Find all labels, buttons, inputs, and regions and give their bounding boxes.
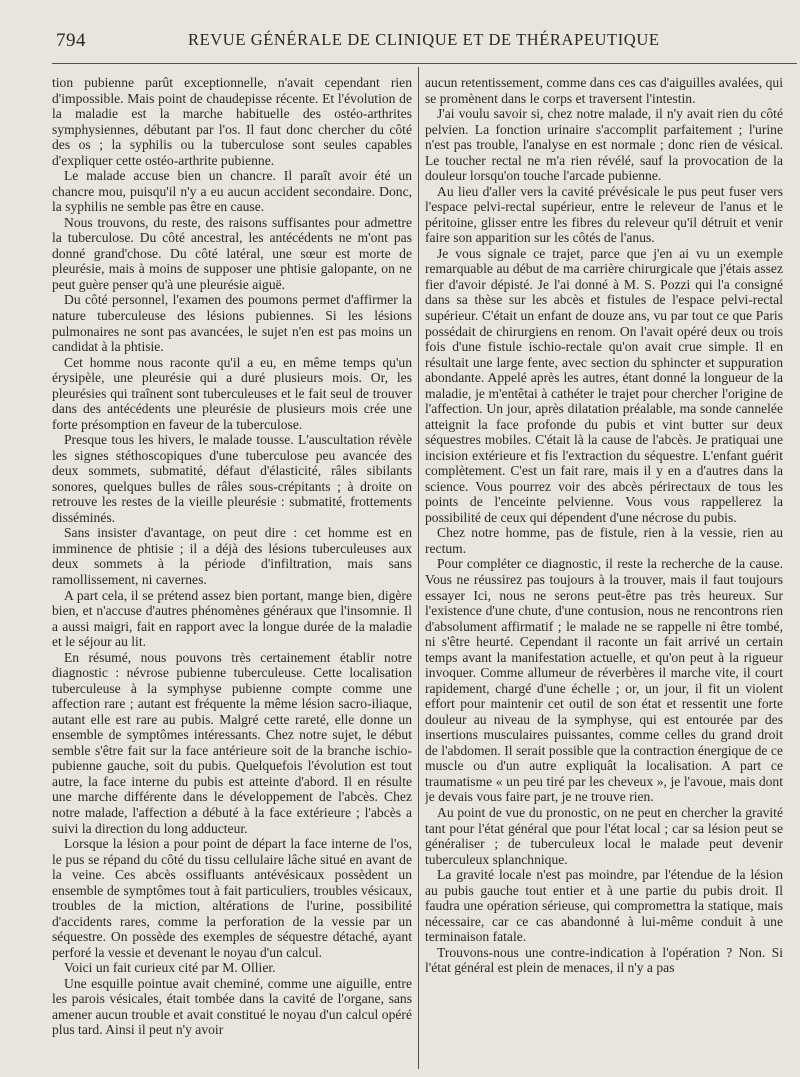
- left-column: [52, 75, 412, 1065]
- paragraph: Nous trouvons, du reste, des raisons suffisantes pour admettre la tuberculose. Du côté ancestral, les antécédents ne m'ont pas donné grand'chose. Du côté latéral, une sœur est morte de pleurésie, mais à moins de supposer une phtisie galopante, on ne peut guère penser qu'à une pleurésie aiguë.: [52, 214, 412, 292]
- paragraph: Pour compléter ce diagnostic, il reste la recherche de la cause. Vous ne réussirez pas toujours à la trouver, mais il faut toujours essayer Ici, nous ne serons peut-être pas très heureux. Sur l'existence d'une chute, d'une contusion, nous ne rencontrons rien d'absolument affirmatif ; le malade ne se rappelle ni être tombé, ni s'être heurté. Cependant il raconte un fait arrivé un certain temps avant la manifestation actuelle, et qu'on peut à la rigueur invoquer. Comme allumeur de réverbères il marche vite, il court rapidement, chargé d'une échelle ; or, un jour, il fit un violent effort pour maintenir cet outil de son état et ressentit une forte douleur au niveau de la symphyse, qui est entourée par des insertions musculaires puissantes, comme celles du grand droit de l'abdomen. Il serait possible que la contraction énergique de ce muscle ou d'un autre expliquât la localisation. A part ce traumatisme « un peu tiré par les cheveux », je l'avoue, mais dont je devais vous faire part, je ne trouve rien.: [425, 556, 783, 805]
- paragraph: En résumé, nous pouvons très certainement établir notre diagnostic : névrose pubienne tuberculeuse. Cette localisation tuberculeuse à la symphyse pubienne compte comme une affection rare ; autant est fréquente la même lésion sacro-iliaque, autant elle est rare au pubis. Malgré cette rareté, elle donne un ensemble de symptômes intéressants. Chez notre sujet, le début semble s'être fait sur la face antérieure soit de la branche ischio-pubienne gauche, soit du pubis. Quelquefois l'évolution est tout autre, la face interne du pubis est atteinte d'abord. Il en résulte une marche différente dans le développement de l'abcès. Chez notre malade, l'affection a débuté à la face extérieure ; l'abcès a suivi la direction du long adducteur.: [52, 649, 412, 836]
- running-title: REVUE GÉNÉRALE DE CLINIQUE ET DE THÉRAPEUTIQUE: [188, 30, 660, 49]
- paragraph: Au lieu d'aller vers la cavité prévésicale le pus peut fuser vers l'espace pelvi-rectal supérieur, entre le releveur de l'anus et le péritoine, glisser entre les fibres du releveur qu'il détruit et venir faire son apparition sur les côtés de l'anus.: [425, 183, 783, 246]
- paragraph: aucun retentissement, comme dans ces cas d'aiguilles avalées, qui se promènent dans le corps et traversent l'intestin.: [425, 75, 783, 106]
- paragraph: tion pubienne parût exceptionnelle, n'avait cependant rien d'impossible. Mais point de chaudepisse récente. Et l'évolution de la maladie est la marche habituelle des ostéo-arthrites symphysiennes, débutant par l'os. Il faut donc chercher du côté des os ; la syphilis ou la tuberculose sont seules capables d'expliquer cette ostéo-arthrite pubienne.: [52, 75, 412, 168]
- paragraph: Du côté personnel, l'examen des poumons permet d'affirmer la nature tuberculeuse des lésions pubiennes. Si les lésions pulmonaires ne sont pas avancées, le sujet n'en est pas moins un candidat à la phtisie.: [52, 292, 412, 355]
- right-column: [425, 75, 783, 1065]
- column-divider: [418, 67, 419, 1069]
- paragraph: Trouvons-nous une contre-indication à l'opération ? Non. Si l'état général est plein de menaces, il n'y a pas: [425, 944, 783, 976]
- paragraph: Au point de vue du pronostic, on ne peut en chercher la gravité tant pour l'état général que pour l'état local ; car sa lésion peut se généraliser ; de tuberculeux local le malade peut devenir tuberculeux splanchnique.: [425, 804, 783, 867]
- paragraph: Une esquille pointue avait cheminé, comme une aiguille, entre les parois vésicales, était tombée dans la cavité de l'organe, sans amener aucun trouble et avait constitué le noyau d'un calcul opéré plus tard. Ainsi il peut n'y avoir: [52, 975, 412, 1038]
- page-number: 794: [56, 30, 86, 51]
- paragraph: Chez notre homme, pas de fistule, rien à la vessie, rien au rectum.: [425, 525, 783, 556]
- paragraph: La gravité locale n'est pas moindre, par l'étendue de la lésion au pubis gauche tout entier et à une partie du pubis droit. Il faudra une opération sérieuse, qui compromettra la statique, mais nécessaire, car ce cas abandonné à lui-même conduit à une terminaison fatale.: [425, 867, 783, 945]
- paragraph: Lorsque la lésion a pour point de départ la face interne de l'os, le pus se répand du côté du tissu cellulaire lâche situé en avant de la veine. Ces abcès ossifluants antévésicaux possèdent un ensemble de symptômes tout à fait particuliers, troubles vésicaux, troubles de la miction, altérations de l'urine, possibilité d'accidents rares, comme la perforation de la vessie par un séquestre. On possède des exemples de séquestre détaché, ayant perforé la vessie et devenant le noyau d'un calcul.: [52, 836, 412, 960]
- paragraph: Le malade accuse bien un chancre. Il paraît avoir été un chancre mou, puisqu'il n'y a eu aucun accident secondaire. Donc, la syphilis ne semble pas être en cause.: [52, 168, 412, 215]
- paragraph: J'ai voulu savoir si, chez notre malade, il n'y avait rien du côté pelvien. La fonction urinaire s'accomplit parfaitement ; l'urine n'est pas trouble, l'analyse en est normale ; donc rien de vésical. Le toucher rectal ne m'a rien révélé, sauf la provocation de la douleur lorsqu'on touche l'arcade pubienne.: [425, 106, 783, 184]
- header-rule: [52, 63, 797, 64]
- paragraph: Sans insister d'avantage, on peut dire : cet homme est en imminence de phtisie ; il a déjà des lésions tuberculeuses aux deux sommets à la période d'infiltration, mais sans ramollissement, ni cavernes.: [52, 525, 412, 587]
- paragraph: Je vous signale ce trajet, parce que j'en ai vu un exemple remarquable au début de ma carrière chirurgicale que j'étais assez fier d'avoir dépisté. Je l'ai donné à M. S. Pozzi qui l'a consigné dans sa thèse sur les abcès et fistules de l'espace pelvi-rectal supérieur. C'était un enfant de douze ans, vu par tout ce que Paris possédait de chirurgiens en renom. On l'avait opéré deux ou trois fois d'une fistule ischio-rectale qu'on avait crue simple. Il en résultait une large fente, avec section du sphincter et suppuration abondante. Appelé après les autres, étant donné la longueur de la maladie, je m'entêtai à cathéter le trajet pour chercher l'origine de l'affection. Un jour, après dilatation préalable, ma sonde cannelée atteignit la face profonde du pubis et vint butter sur deux séquestres mobiles. C'était là la cause de l'abcès. Je pratiquai une incision extérieure et fis l'extraction du séquestre. L'enfant guérit complètement. C'est un fait rare, mais il y en a d'autres dans la science. Vous pourrez voir des abcès périrectaux de tous les points de l'enceinte pelvienne. Vous vous rappellerez la possibilité de ceux qui dépendent d'une nécrose du pubis.: [425, 245, 783, 525]
- paragraph: Presque tous les hivers, le malade tousse. L'auscultation révèle les signes stéthoscopiques d'une tuberculose peu avancée des deux sommets, submatité, défaut d'élasticité, râles sibilants sonores, quelques bulles de râles sous-crépitants ; à droite on retrouve les restes de la vieille pleurésie : submatité, frottements disséminés.: [52, 432, 412, 525]
- paragraph: A part cela, il se prétend assez bien portant, mange bien, digère bien, et n'accuse d'autres phénomènes généraux que l'insomnie. Il a aussi maigri, fait en rapport avec la longue durée de la maladie et le séjour au lit.: [52, 587, 412, 650]
- page-header: [0, 28, 800, 54]
- paragraph: Cet homme nous raconte qu'il a eu, en même temps qu'un érysipèle, une pleurésie qui a duré plusieurs mois. Or, les pleurésies qui traînent sont tuberculeuses et le fait seul de trouver dans des antécédents une pleurésie de plusieurs mois crée une forte présomption en faveur de la tuberculose.: [52, 354, 412, 432]
- paragraph: Voici un fait curieux cité par M. Ollier.: [64, 960, 276, 976]
